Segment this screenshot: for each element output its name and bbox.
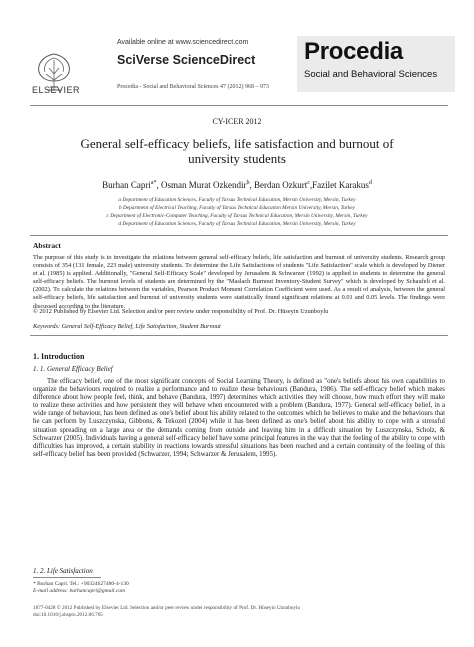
keywords-line: Keywords: General Self-Efficacy Belief, Life Satisfaction, Student Burnout bbox=[33, 323, 221, 330]
journal-brand: Procedia bbox=[304, 38, 403, 65]
author-name: Burhan Capri bbox=[102, 180, 151, 190]
issn-line: 1877-0428 © 2012 Published by Elsevier Ltd. Selection and/or peer review under responsibility of Prof. Dr. Hüseyin Uzunboylu bbox=[33, 605, 301, 611]
abstract-heading: Abstract bbox=[33, 241, 61, 250]
copyright-line: © 2012 Published by Elsevier Ltd. Selection and/or peer review under responsibility of Prof. Dr. Hüseyin Uzunboylu bbox=[33, 308, 329, 315]
section-heading: 1. Introduction bbox=[33, 352, 85, 361]
available-online-text: Available online at www.sciencedirect.com bbox=[117, 39, 249, 46]
issn-footer bbox=[33, 605, 445, 619]
author-affil-mark: c bbox=[307, 180, 310, 186]
affiliation: b Department of Electrical Teaching, Faculty of Tarsus Technical Education Mersin University, Mersin, Turkey bbox=[119, 205, 355, 211]
author-affil-mark: b bbox=[246, 180, 250, 186]
header-divider bbox=[30, 105, 448, 106]
author-name: Osman Murat Ozkendir bbox=[161, 180, 247, 190]
footnote-email: E-mail address: burhancapri@gmail.com bbox=[33, 588, 125, 594]
platform-name: SciVerse ScienceDirect bbox=[117, 53, 256, 67]
body-paragraph: The efficacy belief, one of the most significant concepts of Social Learning Theory, is defined as "one's beliefs about his own capabilities to organize the behaviours required to realize a performance and to realize these behaviours (Bandura, 1986). The self-efficacy belief which makes difference about how people feel, think, and behave (Bandura, 1997) determines which activities they will choose, how much effort they will make to realize these activities and how persistent they will behave when encountered with a problem (Bandura, 1977). General self-efficacy belief, in a wide range of behaviour, has been defined as one's belief about his ability related to the outcomes which he believes to make and the behaviours that he can perform by Luszczynska, Gibbons, & Tekozel (2004) while it has been defined as one's belief about his ability to cope with a stressful situation spreading on a large area or the demands coming from outside and leaving him in a difficult situation by Luszczynska, Scholz, & Schwarzer (2005). Individuals having a general self-efficacy belief have some principal features in the way that the feeling of the ability to cope with difficulties has improved, a certain stability in reactions towards stressful situations has been reached and a certain continuity of the feeling of this self-efficacy belief has been provided (Schwarzer, 1994; Schwarzer & Jerusalem, 1995). bbox=[33, 378, 445, 458]
affiliation: c Department of Electronic-Computer Teaching, Faculty of Tarsus Technical Education, Mersin University, Mersin, Turkey bbox=[106, 213, 368, 219]
affiliation: d Department of Education Sciences, Faculty of Tarsus Technical Education, Mersin University, Mersin, Turkey bbox=[118, 221, 356, 227]
subsection-heading: 1. 1. General Efficacy Belief bbox=[33, 365, 113, 373]
affiliation: a Department of Education Sciences, Faculty of Tarsus Technical Education, Mersin University, Mersin, Turkey bbox=[118, 197, 356, 203]
journal-brand-subtitle: Social and Behavioral Sciences bbox=[304, 69, 438, 80]
subsection-heading: 1. 2. Life Satisfaction bbox=[33, 567, 93, 575]
author-list: Burhan Capri$^{a*}$, Osman Murat Ozkendir$^b$, Berdan Ozkurt$^c$,Fazilet Karakus$^d$ bbox=[102, 180, 372, 190]
journal-citation: Procedia - Social and Behavioral Sciences 47 (2012) 968 – 973 bbox=[117, 84, 269, 90]
author-affil-mark: d bbox=[368, 180, 372, 186]
affiliation-divider bbox=[30, 235, 448, 236]
keywords-divider bbox=[30, 335, 448, 336]
abstract-text: The purpose of this study is to investigate the relations between general self-efficacy beliefs, life satisfaction and burnout of university students. Research group consists of 354 (131 female, 223 male) university students. To determine the Life Satisfactions of students "Life Satisfaction" scale which is developed by Diener et al. (1985) is applied. Additionally, "General Self-Efficacy Scale" developed by Jerusalem & Schwarzer (1992) is applied to students to determine the general self-efficacy beliefs. The burnout levels of students are determined by the "Maslach Burnout Inventory-Student Survey" which is developed by Schaufeli et al. (2002). To calculate the relations between the variables, Pearson Product Moment Correlation Coefficient were used. As a result of analysis, between the general self-efficacy beliefs, life satisfaction and burnout of university students were statistically found significant relations at 0.01 and 0.05 levels. The findings were discussed according to the literature. bbox=[33, 254, 445, 310]
author-affil-mark: a* bbox=[150, 180, 157, 186]
doi-line: doi:10.1016/j.sbspro.2012.06.765 bbox=[33, 612, 103, 618]
footnote-divider bbox=[33, 577, 101, 578]
author-name: Fazilet Karakus bbox=[312, 180, 369, 190]
author-name: Berdan Ozkurt bbox=[254, 180, 308, 190]
footnote-author: * Burhan Capri. Tel.: +90324627480-4-130 bbox=[33, 581, 129, 587]
paper-title: General self-efficacy beliefs, life satisfaction and burnout of university students bbox=[80, 136, 394, 166]
conference-name: CY-ICER 2012 bbox=[212, 117, 262, 126]
publisher-logo-text: ELSEVIER bbox=[31, 85, 81, 95]
